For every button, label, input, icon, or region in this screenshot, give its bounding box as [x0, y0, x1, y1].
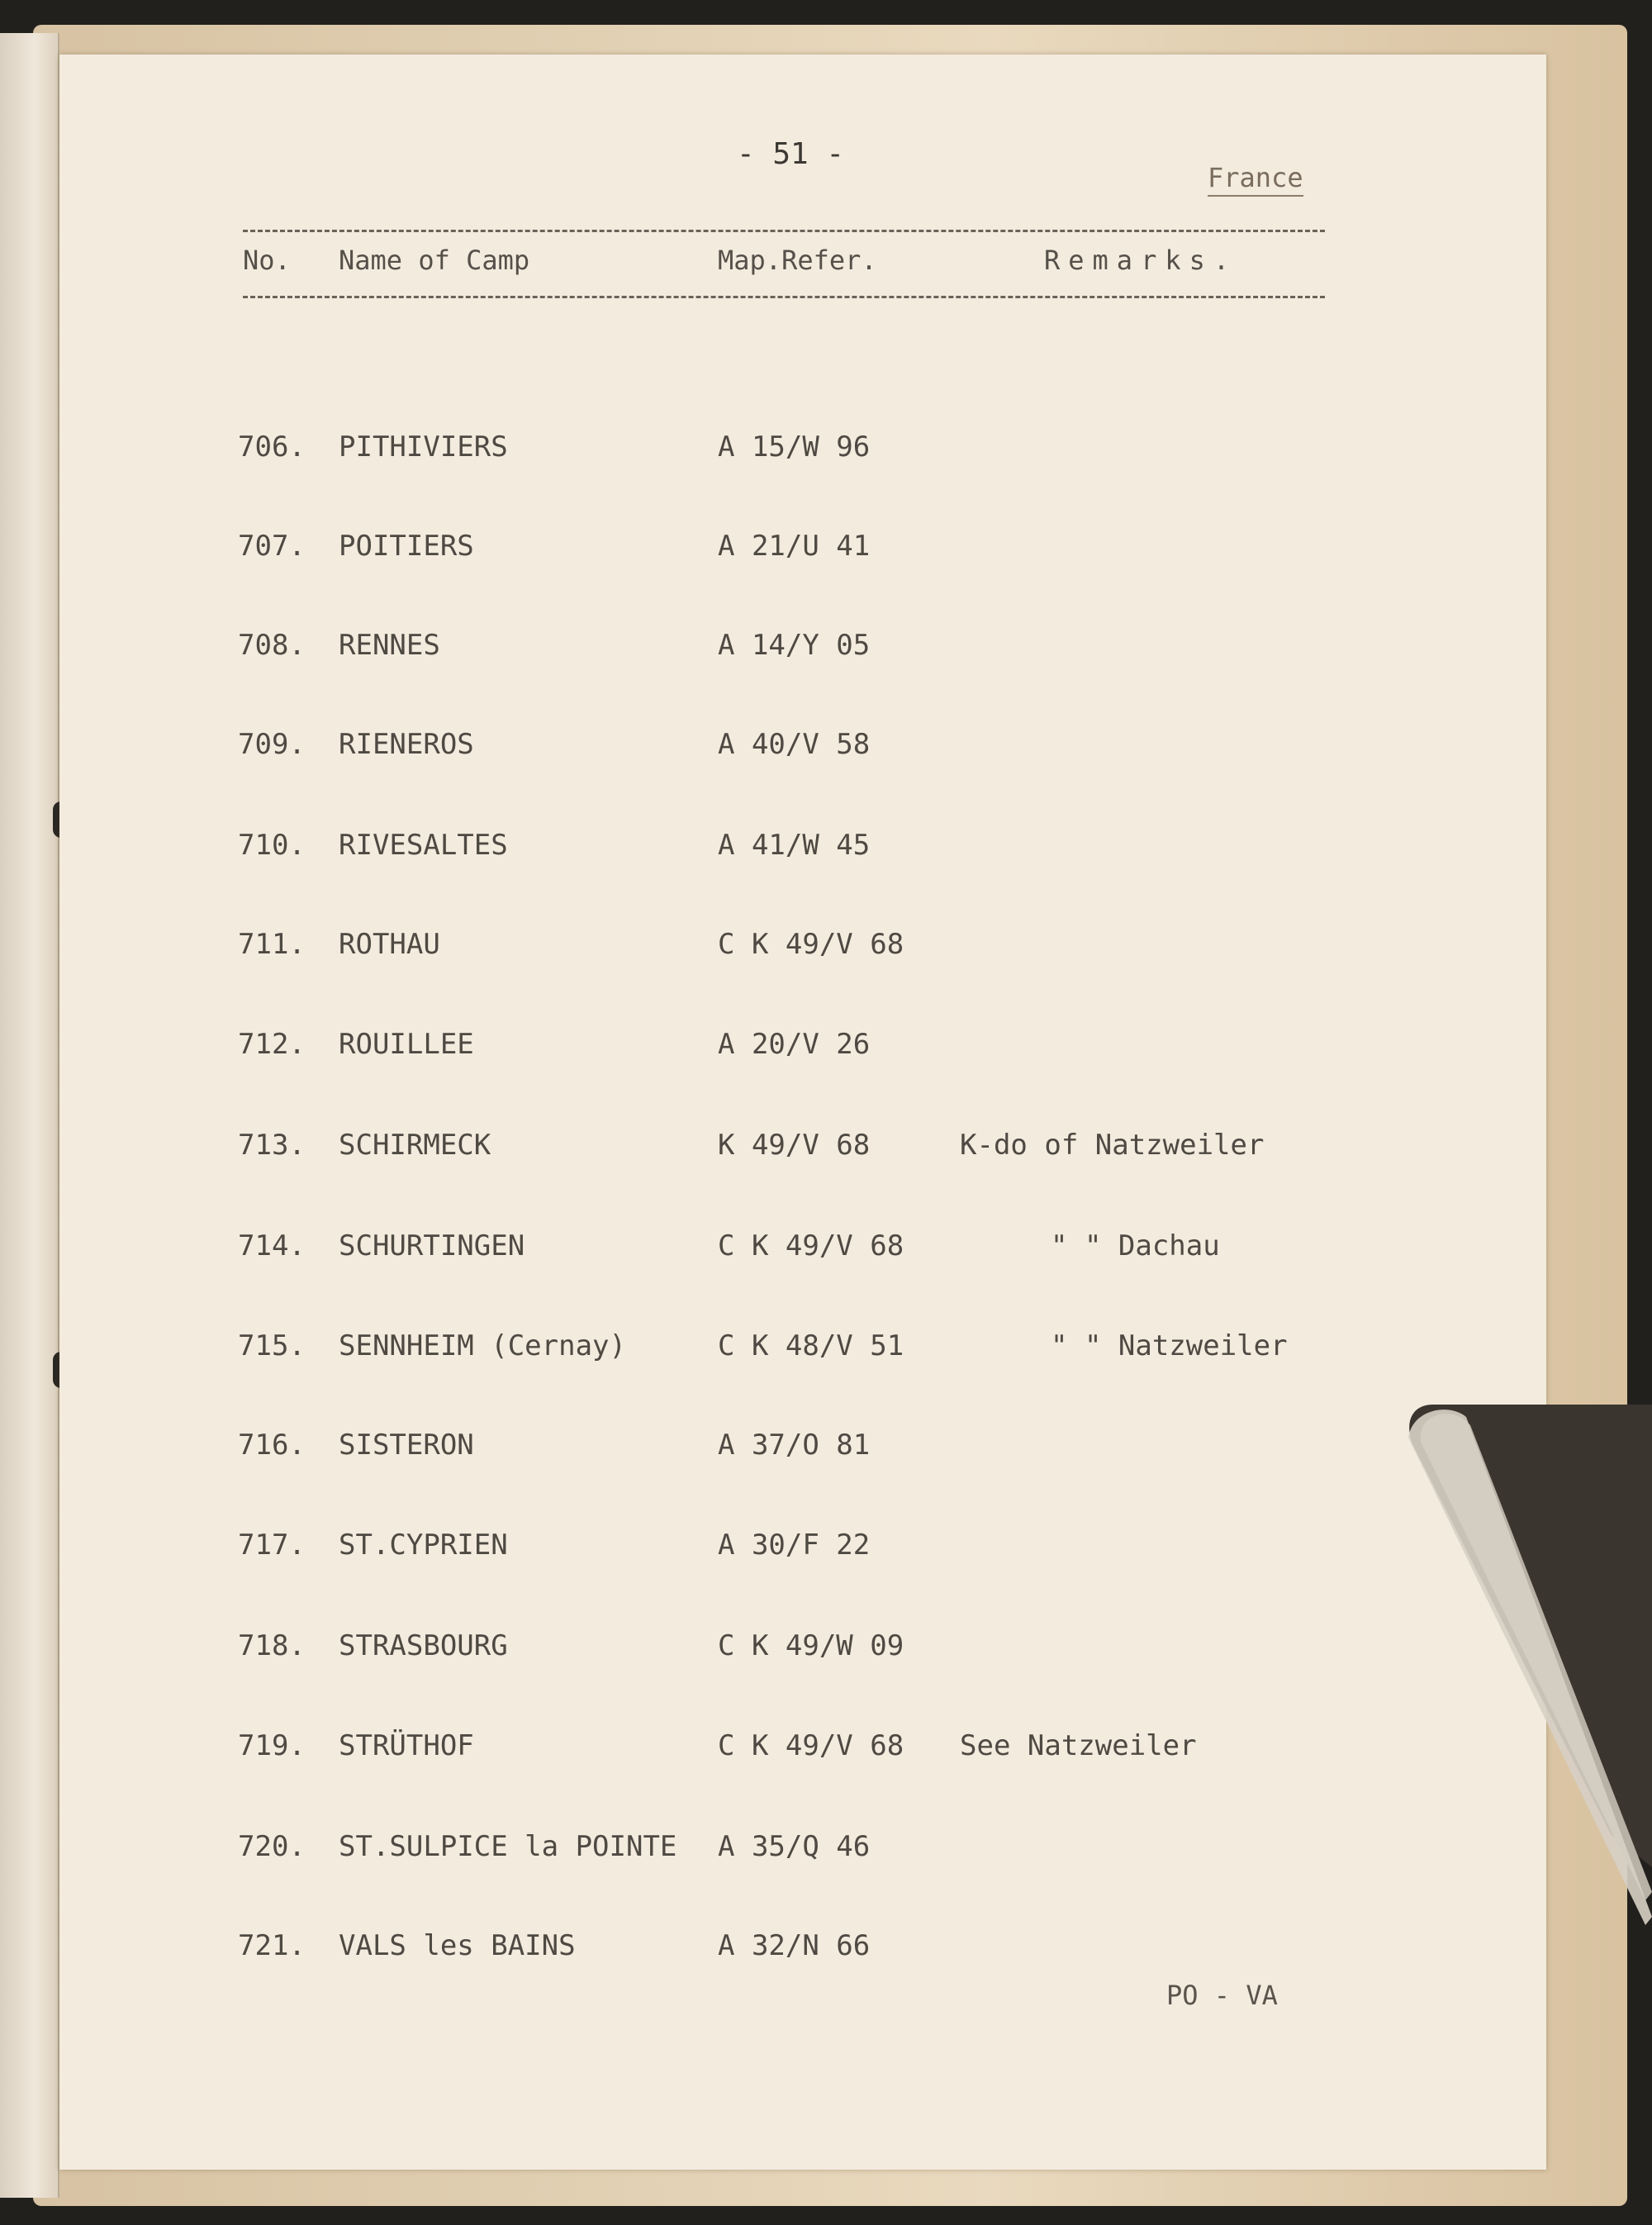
country-label: France — [1208, 162, 1303, 197]
camp-number: 715. — [238, 1329, 306, 1362]
camp-number: 706. — [238, 430, 306, 464]
camp-number: 707. — [238, 530, 306, 563]
camp-name: RIENEROS — [339, 728, 474, 761]
header-rule-top — [243, 230, 1325, 232]
camp-number: 712. — [238, 1028, 306, 1061]
camp-name: SCHIRMECK — [339, 1129, 491, 1162]
table-row — [59, 928, 1546, 977]
map-reference: A 41/W 45 — [718, 829, 871, 862]
map-reference: C K 48/V 51 — [718, 1329, 904, 1362]
camp-remarks: See Natzweiler — [960, 1729, 1197, 1762]
table-row — [59, 1729, 1546, 1779]
table-header — [59, 245, 1546, 286]
map-reference: C K 49/W 09 — [718, 1629, 904, 1662]
header-rule-bottom — [243, 296, 1325, 298]
camp-name: ROTHAU — [339, 928, 440, 961]
map-reference: A 30/F 22 — [718, 1528, 871, 1562]
camp-number: 710. — [238, 829, 306, 862]
camp-name: ROUILLEE — [339, 1028, 474, 1061]
map-reference: A 20/V 26 — [718, 1028, 871, 1061]
map-reference: A 35/Q 46 — [718, 1830, 871, 1863]
binder-spine — [0, 33, 59, 2198]
table-row — [59, 1329, 1546, 1379]
header-map-ref: Map.Refer. — [718, 245, 877, 276]
camp-name: SCHURTINGEN — [339, 1229, 525, 1262]
camp-name: SISTERON — [339, 1429, 474, 1462]
camp-name: ST.SULPICE la POINTE — [339, 1830, 677, 1863]
camp-number: 709. — [238, 728, 306, 761]
camp-number: 713. — [238, 1129, 306, 1162]
camp-name: STRÜTHOF — [339, 1729, 474, 1762]
table-row — [59, 1528, 1546, 1578]
map-reference: A 32/N 66 — [718, 1929, 871, 1962]
camp-number: 720. — [238, 1830, 306, 1863]
table-row — [59, 1429, 1546, 1478]
camp-number: 718. — [238, 1629, 306, 1662]
header-name: Name of Camp — [339, 245, 530, 276]
table-row — [59, 1028, 1546, 1077]
table-row — [59, 1830, 1546, 1880]
camp-remarks: " " Natzweiler — [1051, 1329, 1288, 1362]
table-row — [59, 1229, 1546, 1279]
camp-number: 716. — [238, 1429, 306, 1462]
camp-number: 721. — [238, 1929, 306, 1962]
camp-remarks: K-do of Natzweiler — [960, 1129, 1265, 1162]
map-reference: A 21/U 41 — [718, 530, 871, 563]
table-row — [59, 1929, 1546, 1979]
camp-name: POITIERS — [339, 530, 474, 563]
map-reference: A 40/V 58 — [718, 728, 871, 761]
camp-name: ST.CYPRIEN — [339, 1528, 508, 1562]
camp-name: VALS les BAINS — [339, 1929, 576, 1962]
document-page — [59, 55, 1546, 2170]
camp-number: 711. — [238, 928, 306, 961]
table-row — [59, 829, 1546, 878]
page-number: - 51 - — [737, 137, 845, 171]
camp-number: 719. — [238, 1729, 306, 1762]
page-footer-range: PO - VA — [1166, 1980, 1278, 2011]
table-row — [59, 1629, 1546, 1679]
table-row — [59, 728, 1546, 777]
map-reference: A 37/O 81 — [718, 1429, 871, 1462]
table-row — [59, 629, 1546, 678]
camp-name: RIVESALTES — [339, 829, 508, 862]
map-reference: C K 49/V 68 — [718, 1729, 904, 1762]
map-reference: C K 49/V 68 — [718, 928, 904, 961]
map-reference: A 14/Y 05 — [718, 629, 871, 662]
camp-number: 714. — [238, 1229, 306, 1262]
camp-number: 717. — [238, 1528, 306, 1562]
camp-number: 708. — [238, 629, 306, 662]
header-no: No. — [243, 245, 291, 276]
map-reference: K 49/V 68 — [718, 1129, 871, 1162]
camp-name: RENNES — [339, 629, 440, 662]
map-reference: A 15/W 96 — [718, 430, 871, 464]
header-remarks: Remarks. — [1044, 245, 1238, 276]
camp-remarks: " " Dachau — [1051, 1229, 1220, 1262]
map-reference: C K 49/V 68 — [718, 1229, 904, 1262]
camp-name: SENNHEIM (Cernay) — [339, 1329, 626, 1362]
camp-name: PITHIVIERS — [339, 430, 508, 464]
table-row — [59, 1129, 1546, 1178]
table-row — [59, 530, 1546, 579]
camp-name: STRASBOURG — [339, 1629, 508, 1662]
table-row — [59, 430, 1546, 480]
